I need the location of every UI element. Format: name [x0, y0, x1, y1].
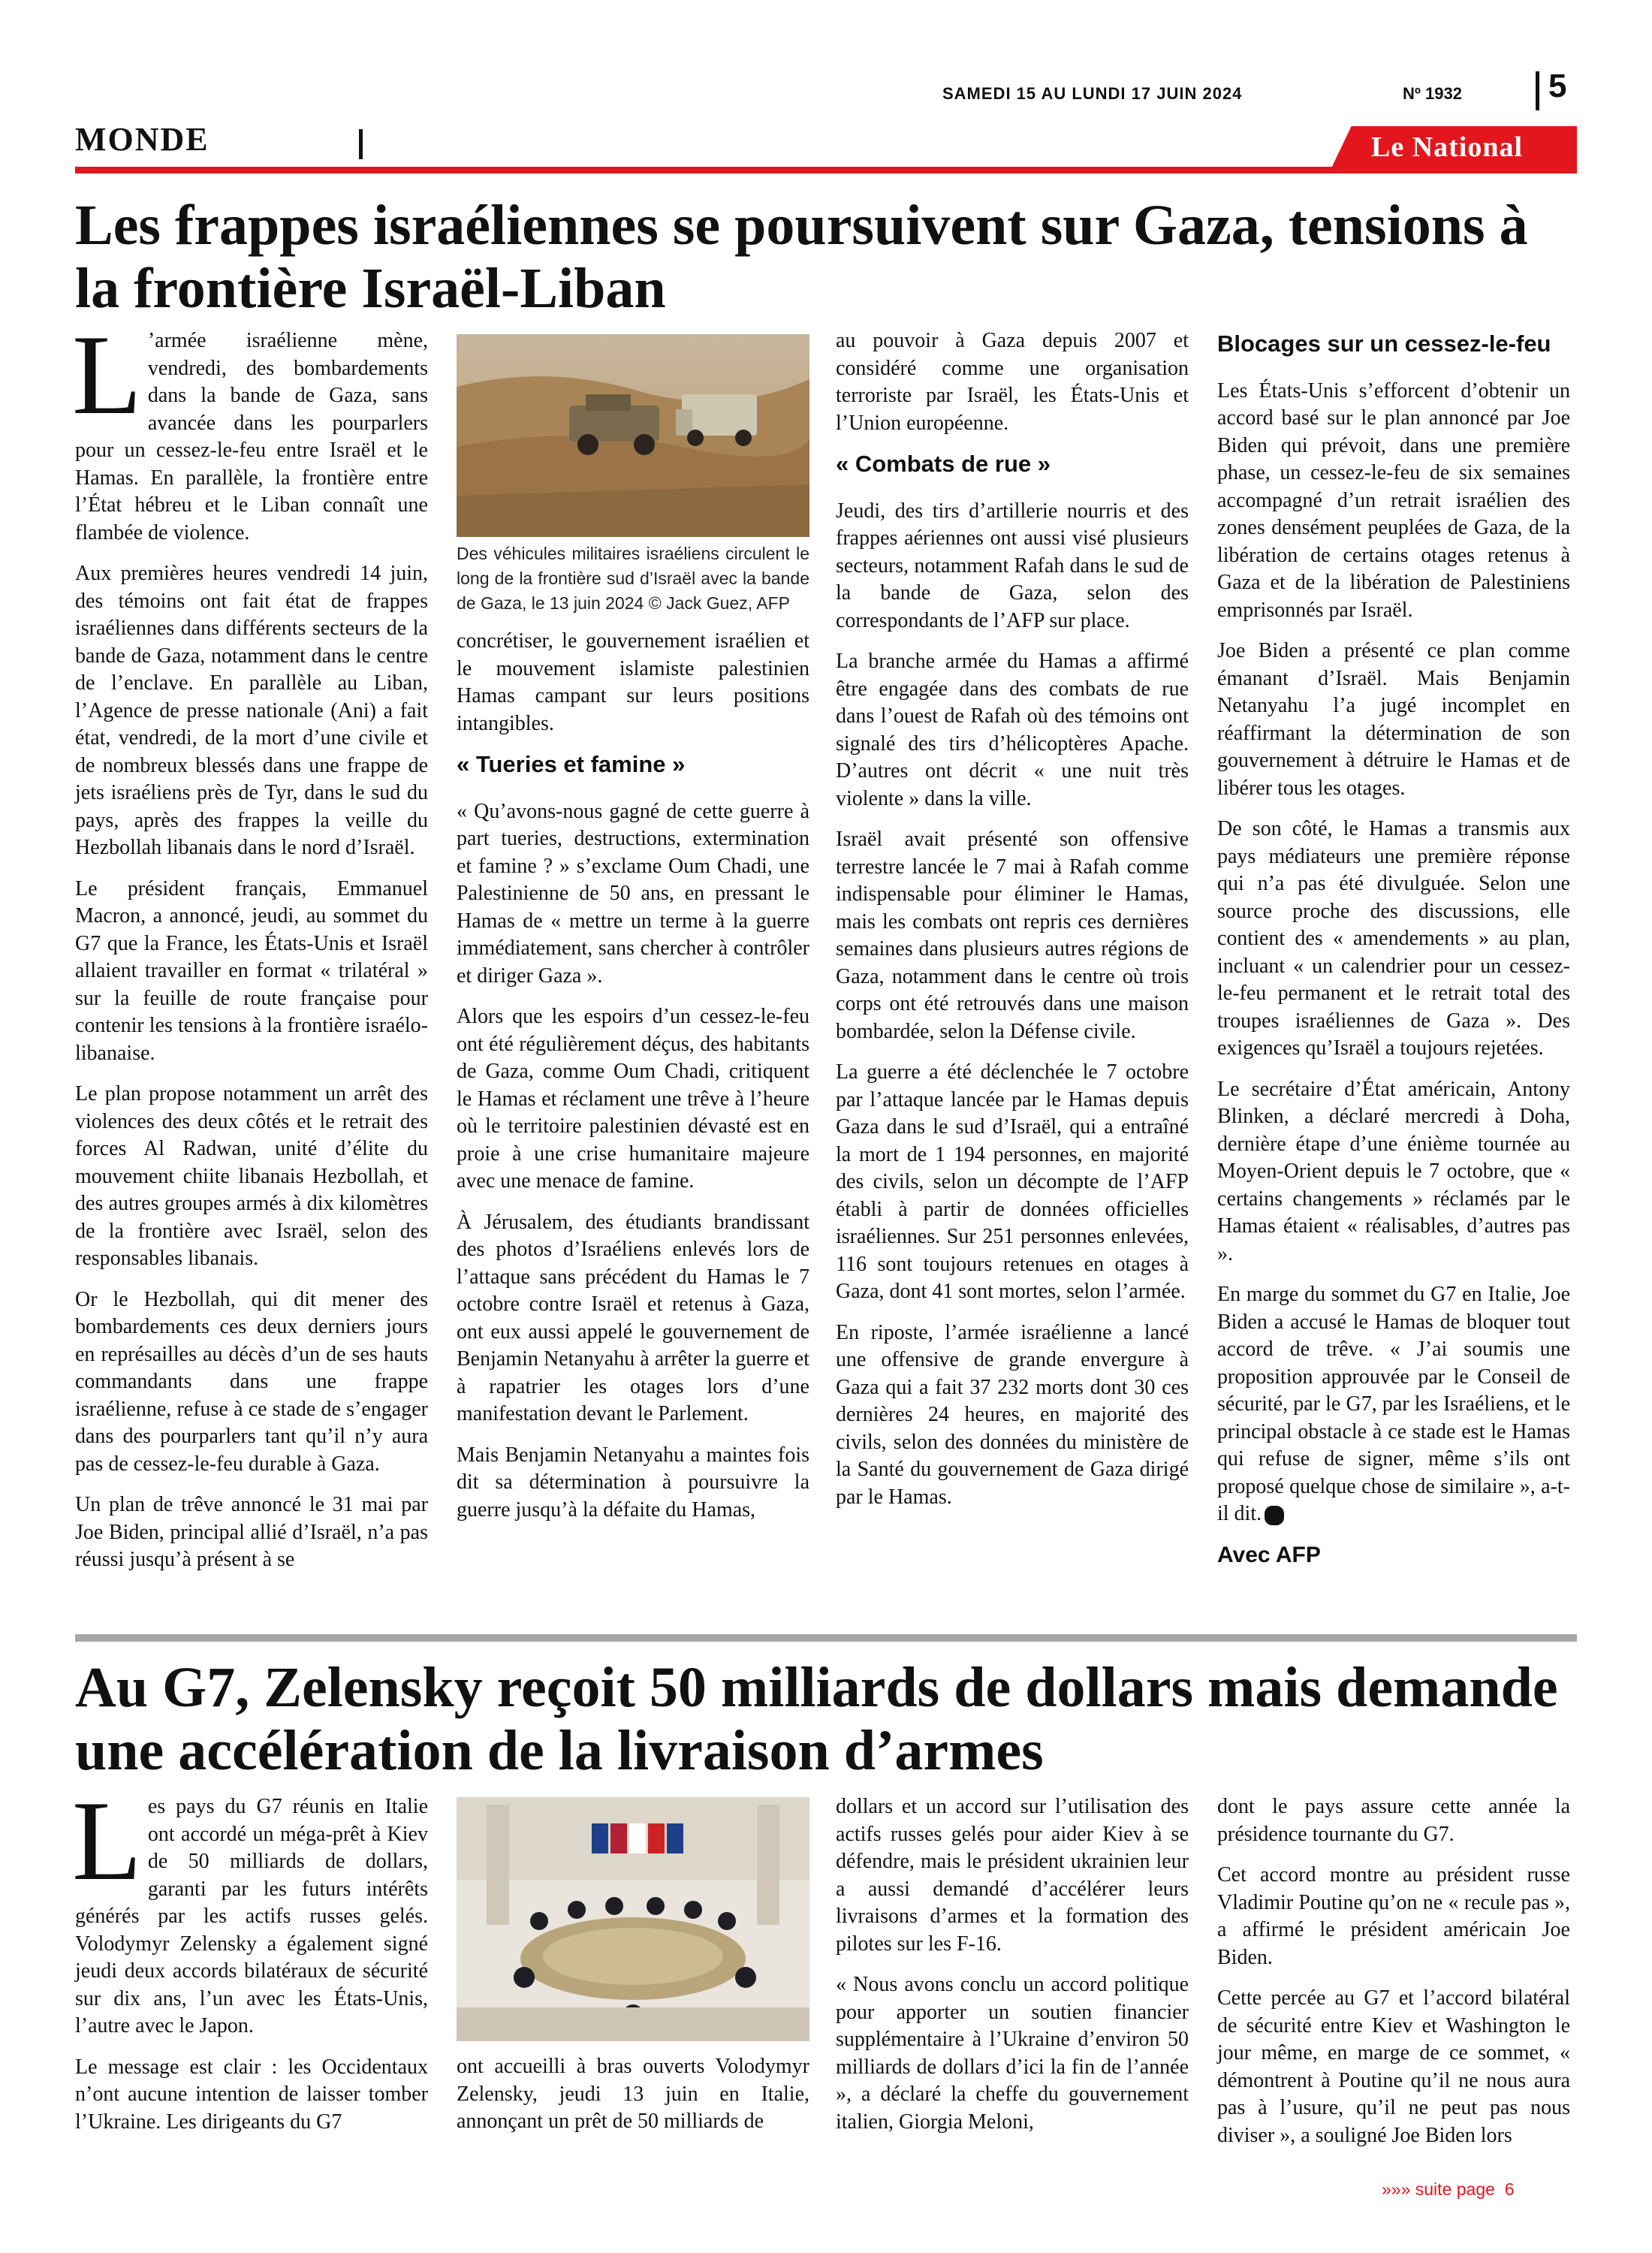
article1-paragraph: Aux premières heures vendredi 14 juin, des témoins ont fait état de frappes israéliennes dans différents secteurs de la bande de Gaza, notamment dans le centre de l’enclave. En parallèle au Liban, l’Agence de presse nationale (Ani) a fait état, vendredi, de la mort d’une civile et de nombreux blessés dans une frappe de jets israéliens près de Tyr, dans le sud du pays, après des frappes la veille du Hezbollah libanais dans le nord d’Israël.: [75, 562, 428, 859]
dateline: SAMEDI 15 AU LUNDI 17 JUIN 2024: [942, 84, 1243, 103]
military-vehicles-photo: [457, 334, 809, 537]
article2-lead-paragraph: Les pays du G7 réunis en Italie ont accordé un méga-prêt à Kiev de 50 milliards de dollars, garanti par les futurs intérêts générés par les actifs russes gelés. Volodymyr Zelensky a également signé jeudi deux accords bilatéraux de sécurité sur dix ans, l’un avec les États-Unis, l’autre avec le Japon.: [72, 1778, 428, 2037]
article1-paragraph: Un plan de trêve annoncé le 31 mai par Joe Biden, principal allié d’Israël, n’a pas réussi jusqu’à présent à se: [75, 1493, 428, 1571]
section-divider: [359, 129, 363, 159]
article1-paragraph: De son côté, le Hamas a transmis aux pays médiateurs une première réponse qui n’a pas été divulguée. Selon une source proche des discussions, elle contient des « amendements » au plan, incluant « un calendrier pour un cessez-le-feu permanent et le retrait total des troupes israéliennes de Gaza ». Des exigences qu’Israël a toujours rejetées.: [1217, 817, 1570, 1060]
article2-paragraph: « Nous avons conclu un accord politique pour apporter un soutien financier supplémentaire à l’Ukraine d’environ 50 milliards de dollars d’ici la fin de l’année », a déclaré la cheffe du gouvernement italien, Giorgia Meloni,: [836, 1973, 1189, 2134]
article1-paragraph: Jeudi, des tirs d’artillerie nourris et des frappes aériennes ont aussi visé plusieurs secteurs, notamment Rafah dans le sud de la bande de Gaza, selon des correspondants de l’AFP sur place.: [836, 499, 1189, 632]
article1-paragraph: Alors que les espoirs d’un cessez-le-feu ont été régulièrement déçus, des habitants de Gaza, comme Oum Chadi, critiquent le Hamas et réclament une trêve à l’heure où le territoire palestinien dévasté est en proie à une crise humanitaire majeure avec une menace de famine.: [457, 1005, 809, 1193]
photo-caption: Des véhicules militaires israéliens circulent le long de la frontière sud d’Israël avec la bande de Gaza, le 13 juin 2024 © Jack Guez, AFP: [457, 544, 809, 613]
article1-column-3: [836, 327, 1189, 1525]
article1-paragraph: Joe Biden a présenté ce plan comme émanant d’Israël. Mais Benjamin Netanyahu l’a jugé incomplet en réaffirmant la détermination de son gouvernement à détruire le Hamas et de libérer tous les otages.: [1217, 639, 1570, 800]
article1-paragraph: Les États-Unis s’efforcent d’obtenir un accord basé sur le plan annoncé par Joe Biden qui prévoit, dans une première phase, un cessez-le-feu de six semaines accompagné d’un retrait israélien des zones densément peuplées de Gaza, de la libération de certains otages retenus à Gaza et de la libération de Palestiniens emprisonnés par Israël.: [1217, 379, 1570, 622]
article1-paragraph: Mais Benjamin Netanyahu a maintes fois dit sa détermination à poursuivre la guerre jusqu’à la défaite du Hamas,: [457, 1443, 809, 1522]
article2-paragraph: Cette percée au G7 et l’accord bilatéral de sécurité entre Kiev et Washington le jour même, en marge de ce sommet, « démontrent à Poutine qu’il ne nous aura pas à l’usure, qu’il ne peut pas nous diviser », a souligné Joe Biden lors: [1217, 1986, 1570, 2147]
article2-column-1: [72, 1778, 428, 2149]
end-mark-icon: [1265, 1506, 1284, 1525]
page-number-divider: [1536, 71, 1539, 110]
drop-cap: L: [72, 312, 142, 438]
subhead-blocages: Blocages sur un cessez-le-feu: [1217, 330, 1551, 357]
article1-column-2: [457, 334, 809, 1537]
article1-paragraph: À Jérusalem, des étudiants brandissant des photos d’Israéliens enlevés lors de l’attaque sans précédent du Hamas le 7 octobre contre Israël et retenus à Gaza, ont eux aussi appelé le gouvernement de Benjamin Netanyahu à arrêter la guerre et à rapatrier les otages lors d’une manifestation devant le Parlement.: [457, 1210, 809, 1425]
article2-paragraph: Cet accord montre au président russe Vladimir Poutine qu’on ne « recule pas », a affirmé le président américain Joe Biden.: [1217, 1863, 1570, 1969]
section-title: MONDE: [75, 121, 210, 158]
drop-cap: L: [72, 1778, 142, 1904]
article1-signature: Avec AFP: [1217, 1542, 1321, 1567]
article1-paragraph: Or le Hezbollah, qui dit mener des bombardements ces deux derniers jours en représailles au décès d’un de ses hauts commandants dans une frappe israélienne, refuse à ce stade de s’engager dans des pourparlers tant qu’il n’y aura pas de cessez-le-feu durable à Gaza.: [75, 1287, 428, 1476]
article1-paragraph: La branche armée du Hamas a affirmé être engagée dans des combats de rue dans l’ouest de Rafah où des témoins ont signalé des tirs d’hélicoptères Apache. D’autres ont décrit « une nuit très violente » dans la ville.: [836, 650, 1189, 810]
article1-paragraph: Le président français, Emmanuel Macron, a annoncé, jeudi, au sommet du G7 que la France, les États-Unis et Israël allaient travailler en format « trilatéral » sur la feuille de route française pour contenir les tensions à la frontière israélo-libanaise.: [75, 876, 428, 1065]
article1-paragraph: concrétiser, le gouvernement israélien et le mouvement islamiste palestinien Hamas campant sur leurs positions intangibles.: [457, 629, 809, 735]
article2-column-2: [457, 1797, 809, 2149]
g7-summit-photo: [457, 1797, 809, 2041]
article1-headline: Les frappes israéliennes se poursuivent sur Gaza, tensions à la frontière Israël-Liban: [75, 194, 1528, 320]
article2-headline: Au G7, Zelensky reçoit 50 milliards de dollars mais demande une accélération de la livraison d’armes: [75, 1656, 1558, 1782]
brand-name: Le National: [1371, 131, 1524, 163]
article1-paragraph: au pouvoir à Gaza depuis 2007 et considéré comme une organisation terroriste par Israël, les États-Unis et l’Union européenne.: [836, 329, 1189, 435]
flags: [592, 1823, 683, 1853]
article1-closing-paragraph: En marge du sommet du G7 en Italie, Joe Biden a accusé le Hamas de bloquer tout accord de trêve. « J’ai soumis une proposition approuvée par le Conseil de sécurité, par le G7, par les Israéliens, et le principal obstacle à ce stade est le Hamas qui refuse de signer, même s’ils ont proposé quelque chose de similaire », a-t-il dit.: [1217, 1283, 1570, 1525]
article2-paragraph: ont accueilli à bras ouverts Volodymyr Zelensky, jeudi 13 juin en Italie, annonçant un prêt de 50 milliards de: [457, 2055, 809, 2133]
article1-column-1: [72, 312, 428, 1588]
article1-lead-paragraph: L ’armée israélienne mène, vendredi, des bombardements dans la bande de Gaza, sans avancée dans les pourparlers pour un cessez-le-feu entre Israël et le Hamas. En parallèle, la frontière entre l’État hébreu et le Liban connaît une flambée de violence.: [72, 312, 428, 544]
article2-column-3: [836, 1793, 1189, 2149]
issue-number: Nº 1932: [1403, 84, 1462, 103]
article2-column-4: [1217, 1793, 1570, 2163]
article1-paragraph: En riposte, l’armée israélienne a lancé une offensive de grande envergure à Gaza qui a fait 37 232 morts dont 30 ces dernières 24 heures, en majorité des civils, selon des données du ministère de la Santé du gouvernement de Gaza dirigé par le Hamas.: [836, 1320, 1189, 1509]
article1-paragraph: Le secrétaire d’État américain, Antony Blinken, a déclaré mercredi à Doha, dernière étape d’une énième tournée au Moyen-Orient depuis le 7 octobre, que « certains changements » réclamés par le Hamas étaient « réalisables, d’autres pas ».: [1217, 1077, 1570, 1265]
article1-paragraph: Israël avait présenté son offensive terrestre lancée le 7 mai à Rafah comme indispensable pour éliminer le Hamas, mais les combats ont repris ces dernières semaines dans plusieurs autres régions de Gaza, notamment dans le centre où trois corps ont été retrouvés dans une maison bombardée, selon la Défense civile.: [836, 828, 1189, 1043]
subhead-tueries: « Tueries et famine »: [457, 751, 686, 777]
article2-paragraph: dollars et un accord sur l’utilisation des actifs russes gelés pour aider Kiev à se défendre, mais le président ukrainien leur a aussi demandé d’accélérer leurs livraisons d’armes et la formation des pilotes sur les F-16.: [836, 1795, 1189, 1956]
article1-paragraph: « Qu’avons-nous gagné de cette guerre à part tueries, destructions, extermination et famine ? » s’exclame Oum Chadi, une Palestinienne de 50 ans, en pressant le Hamas de « mettre un terme à la guerre immédiatement, sans chercher à contrôler et diriger Gaza ».: [457, 799, 809, 988]
page-number: 5: [1548, 68, 1567, 104]
continuation-page: 6: [1504, 2179, 1515, 2199]
continuation-link[interactable]: »»» suite page 6: [1382, 2179, 1515, 2199]
article1-column-4: [1217, 330, 1570, 1569]
article1-paragraph: Le plan propose notamment un arrêt des violences des deux côtés et le retrait des forces Al Radwan, unité d’élite du mouvement chiite libanais Hezbollah, et des autres groupes armés à dix kilomètres de la frontière avec Israël, selon des responsables libanais.: [75, 1082, 428, 1270]
article-divider: [75, 1634, 1577, 1642]
article1-paragraph: La guerre a été déclenchée le 7 octobre par l’attaque lancée par le Hamas depuis Gaza dans le sud d’Israël, qui a entraîné la mort de 1 194 personnes, en majorité des civils, selon un décompte de l’AFP établi à partir de données officielles israéliennes. Sur 251 personnes enlevées, 116 sont toujours retenues en otages à Gaza, dont 41 sont mortes, selon l’armée.: [836, 1060, 1189, 1303]
article2-paragraph: Le message est clair : les Occidentaux n’ont aucune intention de laisser tomber l’Ukraine. Les dirigeants du G7: [75, 2055, 428, 2134]
subhead-combats: « Combats de rue »: [836, 451, 1051, 477]
article2-paragraph: dont le pays assure cette année la présidence tournante du G7.: [1217, 1795, 1570, 1846]
